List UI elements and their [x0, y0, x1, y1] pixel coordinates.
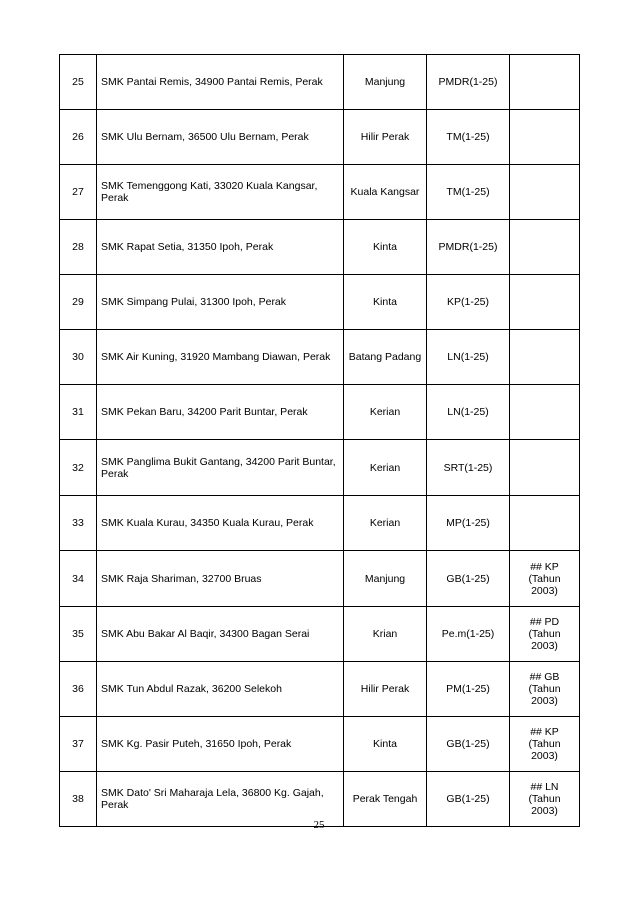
school-code: PM(1-25) — [427, 662, 510, 717]
school-address: SMK Simpang Pulai, 31300 Ipoh, Perak — [97, 275, 344, 330]
school-code: PMDR(1-25) — [427, 55, 510, 110]
remark-cell: ## LN (Tahun 2003) — [510, 772, 580, 827]
school-address: SMK Pekan Baru, 34200 Parit Buntar, Perak — [97, 385, 344, 440]
school-address: SMK Pantai Remis, 34900 Pantai Remis, Perak — [97, 55, 344, 110]
school-address: SMK Temenggong Kati, 33020 Kuala Kangsar, Perak — [97, 165, 344, 220]
school-address: SMK Panglima Bukit Gantang, 34200 Parit Buntar, Perak — [97, 440, 344, 496]
row-number: 27 — [60, 165, 97, 220]
row-number: 32 — [60, 440, 97, 496]
school-address: SMK Ulu Bernam, 36500 Ulu Bernam, Perak — [97, 110, 344, 165]
school-address: SMK Rapat Setia, 31350 Ipoh, Perak — [97, 220, 344, 275]
row-number: 35 — [60, 607, 97, 662]
table-row — [60, 607, 580, 662]
school-address: SMK Air Kuning, 31920 Mambang Diawan, Perak — [97, 330, 344, 385]
district-name: Kinta — [344, 717, 427, 772]
table-row — [60, 330, 580, 385]
row-number: 36 — [60, 662, 97, 717]
district-name: Krian — [344, 607, 427, 662]
table-row — [60, 55, 580, 110]
school-address: SMK Tun Abdul Razak, 36200 Selekoh — [97, 662, 344, 717]
page-number: 25 — [313, 819, 325, 831]
district-name: Kinta — [344, 220, 427, 275]
district-name: Perak Tengah — [344, 772, 427, 827]
row-number: 29 — [60, 275, 97, 330]
remark-cell — [510, 165, 580, 220]
district-name: Batang Padang — [344, 330, 427, 385]
row-number: 33 — [60, 496, 97, 551]
table-row — [60, 662, 580, 717]
district-name: Kerian — [344, 496, 427, 551]
table-row — [60, 551, 580, 607]
remark-cell — [510, 330, 580, 385]
district-name: Hilir Perak — [344, 110, 427, 165]
remark-cell: ## GB (Tahun 2003) — [510, 662, 580, 717]
school-code: PMDR(1-25) — [427, 220, 510, 275]
school-list-table — [59, 54, 580, 827]
row-number: 38 — [60, 772, 97, 827]
school-code: TM(1-25) — [427, 165, 510, 220]
school-address: SMK Kg. Pasir Puteh, 31650 Ipoh, Perak — [97, 717, 344, 772]
table-row — [60, 110, 580, 165]
school-code: GB(1-25) — [427, 717, 510, 772]
district-name: Manjung — [344, 551, 427, 607]
school-code: MP(1-25) — [427, 496, 510, 551]
table-row — [60, 440, 580, 496]
table-row — [60, 220, 580, 275]
table-row — [60, 496, 580, 551]
row-number: 25 — [60, 55, 97, 110]
school-address: SMK Dato' Sri Maharaja Lela, 36800 Kg. Gajah, Perak — [97, 772, 344, 827]
district-name: Kerian — [344, 440, 427, 496]
remark-cell — [510, 55, 580, 110]
remark-cell — [510, 385, 580, 440]
school-code: LN(1-25) — [427, 385, 510, 440]
remark-cell — [510, 440, 580, 496]
school-address: SMK Raja Shariman, 32700 Bruas — [97, 551, 344, 607]
school-address: SMK Abu Bakar Al Baqir, 34300 Bagan Serai — [97, 607, 344, 662]
table-row — [60, 717, 580, 772]
district-name: Kuala Kangsar — [344, 165, 427, 220]
remark-cell — [510, 275, 580, 330]
district-name: Kerian — [344, 385, 427, 440]
row-number: 28 — [60, 220, 97, 275]
school-code: GB(1-25) — [427, 551, 510, 607]
remark-cell — [510, 220, 580, 275]
row-number: 26 — [60, 110, 97, 165]
remark-cell: ## PD (Tahun 2003) — [510, 607, 580, 662]
remark-cell — [510, 110, 580, 165]
school-code: Pe.m(1-25) — [427, 607, 510, 662]
table-row — [60, 275, 580, 330]
remark-cell: ## KP (Tahun 2003) — [510, 551, 580, 607]
district-name: Manjung — [344, 55, 427, 110]
district-name: Hilir Perak — [344, 662, 427, 717]
remark-cell: ## KP (Tahun 2003) — [510, 717, 580, 772]
school-code: TM(1-25) — [427, 110, 510, 165]
row-number: 31 — [60, 385, 97, 440]
table-row — [60, 165, 580, 220]
district-name: Kinta — [344, 275, 427, 330]
school-code: GB(1-25) — [427, 772, 510, 827]
school-code: LN(1-25) — [427, 330, 510, 385]
school-code: KP(1-25) — [427, 275, 510, 330]
remark-cell — [510, 496, 580, 551]
row-number: 34 — [60, 551, 97, 607]
school-address: SMK Kuala Kurau, 34350 Kuala Kurau, Perak — [97, 496, 344, 551]
table-row — [60, 385, 580, 440]
row-number: 37 — [60, 717, 97, 772]
school-code: SRT(1-25) — [427, 440, 510, 496]
row-number: 30 — [60, 330, 97, 385]
